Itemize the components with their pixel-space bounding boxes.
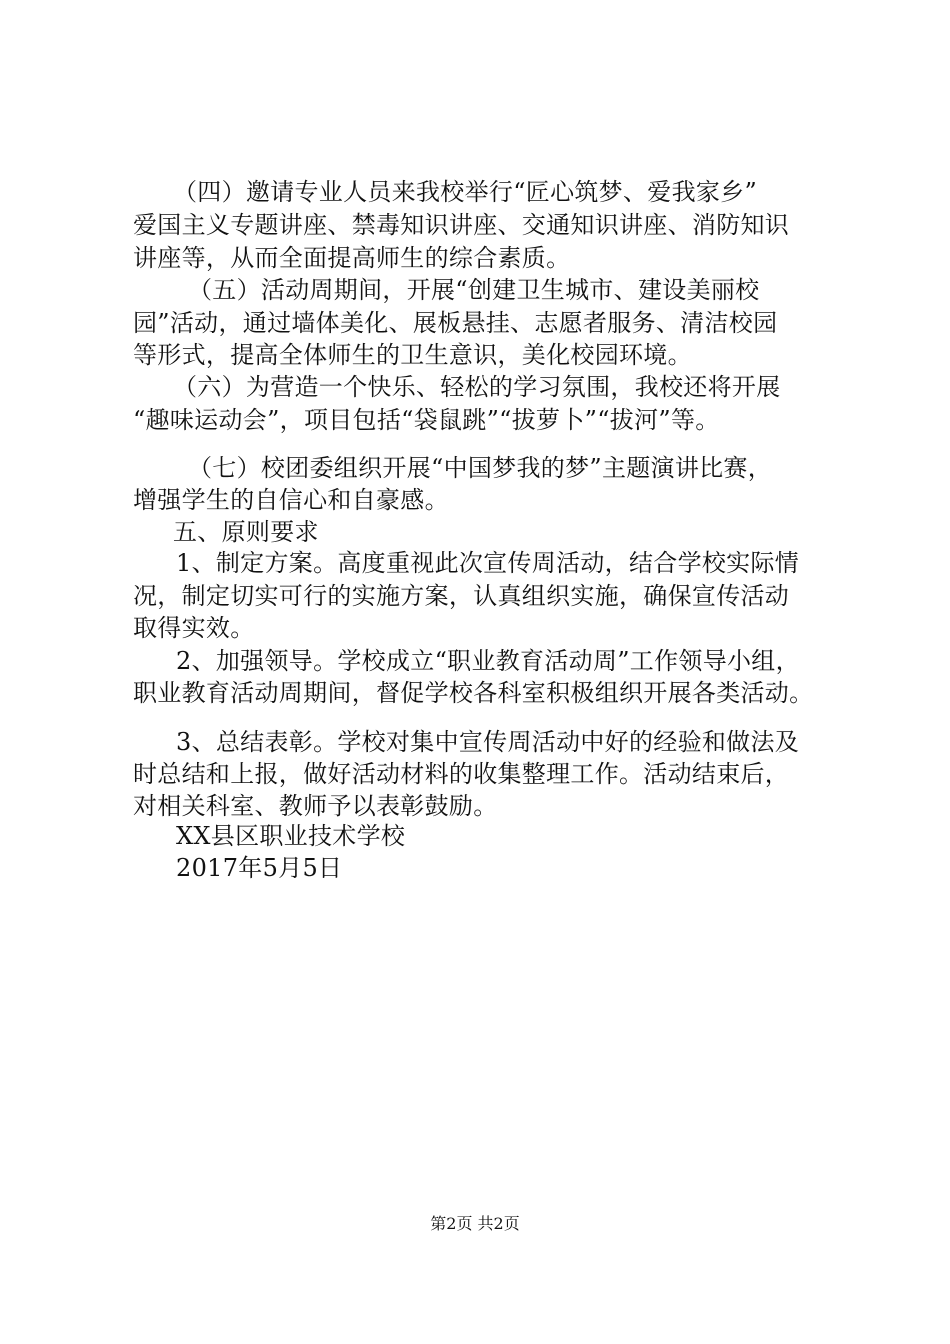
principle-3-line-3: 对相关科室、教师予以表彰鼓励。 — [133, 792, 498, 820]
principle-1-line-2: 况，制定切实可行的实施方案，认真组织实施，确保宣传活动 — [133, 582, 790, 610]
paragraph-7-line-1: （七）校团委组织开展“中国梦我的梦”主题演讲比赛， — [188, 454, 773, 482]
principle-3-line-2: 时总结和上报，做好活动材料的收集整理工作。活动结束后， — [133, 760, 790, 788]
paragraph-6-line-1: （六）为营造一个快乐、轻松的学习氛围，我校还将开展 — [173, 373, 781, 401]
paragraph-6-line-2: “趣味运动会”，项目包括“袋鼠跳”“拔萝卜”“拔河”等。 — [133, 406, 720, 434]
principle-1-line-3: 取得实效。 — [133, 614, 255, 642]
principle-3-line-1: 3、总结表彰。学校对集中宣传周活动中好的经验和做法及 — [176, 728, 800, 756]
section-heading-principles: 五、原则要求 — [173, 518, 319, 546]
paragraph-7-line-2: 增强学生的自信心和自豪感。 — [133, 486, 449, 514]
principle-2-line-2: 职业教育活动周期间，督促学校各科室积极组织开展各类活动。 — [133, 679, 814, 707]
signature-school: XX县区职业技术学校 — [176, 822, 406, 850]
paragraph-5-line-2: 园”活动，通过墙体美化、展板悬挂、志愿者服务、清洁校园 — [133, 309, 778, 337]
page-footer: 第2页 共2页 — [430, 1214, 520, 1233]
principle-2-line-1: 2、加强领导。学校成立“职业教育活动周”工作领导小组， — [176, 647, 800, 675]
paragraph-4-line-1: （四）邀请专业人员来我校举行“匠心筑梦、爱我家乡” — [173, 178, 758, 206]
signature-date: 2017年5月5日 — [176, 854, 343, 882]
principle-1-line-1: 1、制定方案。高度重视此次宣传周活动，结合学校实际情 — [176, 549, 800, 577]
paragraph-4-line-3: 讲座等，从而全面提高师生的综合素质。 — [133, 244, 571, 272]
paragraph-5-line-1: （五）活动周期间，开展“创建卫生城市、建设美丽校 — [188, 276, 760, 304]
paragraph-5-line-3: 等形式，提高全体师生的卫生意识，美化校园环境。 — [133, 341, 692, 369]
paragraph-4-line-2: 爱国主义专题讲座、禁毒知识讲座、交通知识讲座、消防知识 — [133, 211, 790, 239]
